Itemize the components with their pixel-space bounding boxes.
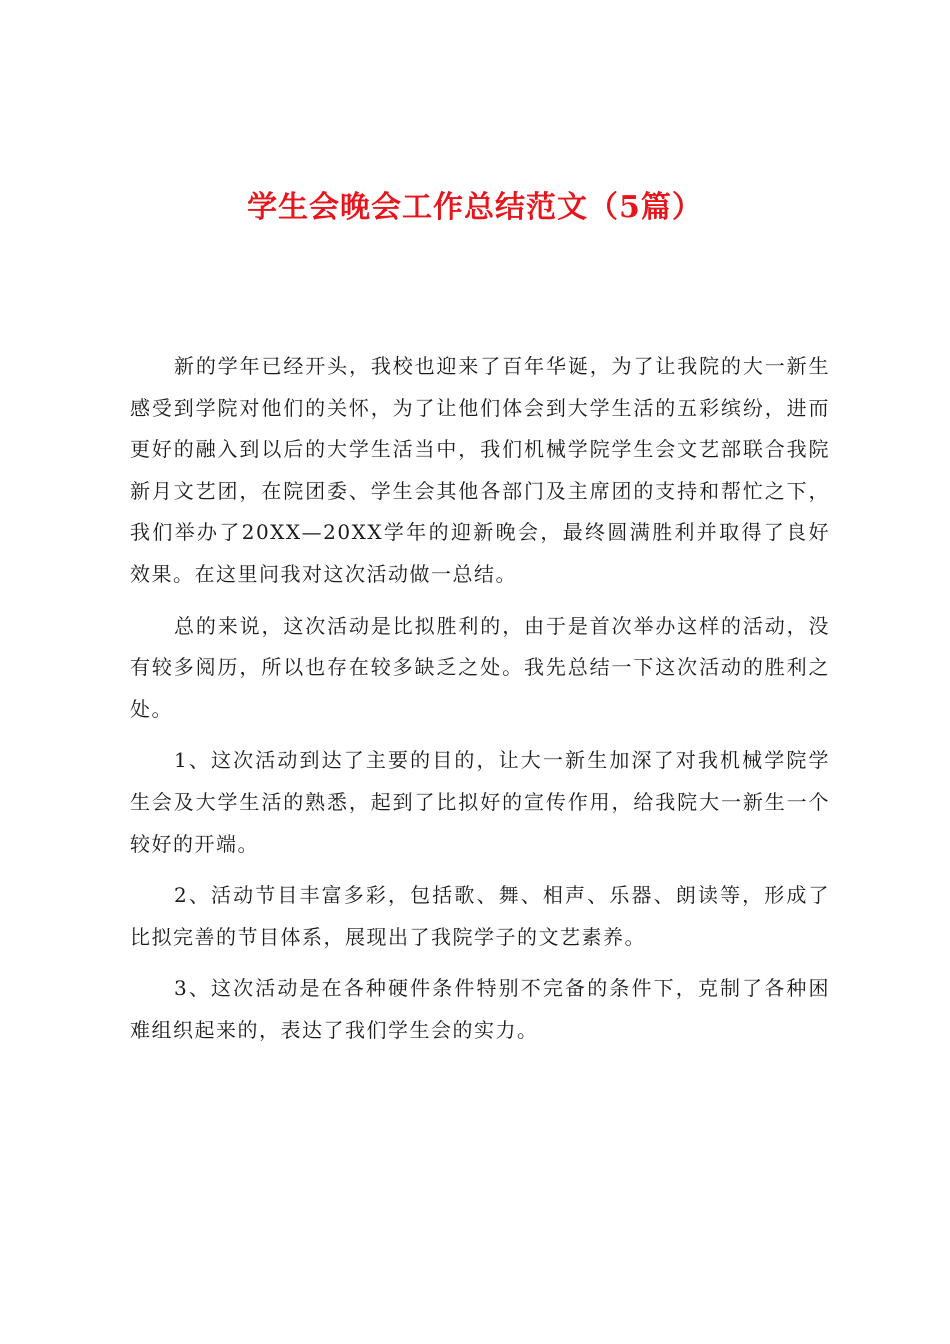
paragraph-summary: 总的来说，这次活动是比拟胜利的，由于是首次举办这样的活动，没有较多阅历，所以也存在较多缺乏之处。我先总结一下这次活动的胜利之处。 (130, 613, 830, 721)
paragraph-intro: 新的学年已经开头，我校也迎来了百年华诞，为了让我院的大一新生感受到学院对他们的关怀，为了让他们体会到大学生活的五彩缤纷，进而更好的融入到以后的大学生活当中，我们机械学院学生会文艺部联合我院新月文艺团，在院团委、学生会其他各部门及主席团的支持和帮忙之下，我们举办了20XX—20XX学年的迎新晚会，最终圆满胜利并取得了良好效果。在这里问我对这次活动做一总结。 (130, 354, 830, 586)
paragraph-point-3: 3、这次活动是在各种硬件条件特别不完备的条件下，克制了各种困难组织起来的，表达了我们学生会的实力。 (130, 976, 830, 1042)
paragraph-point-2: 2、活动节目丰富多彩，包括歌、舞、相声、乐器、朗读等，形成了比拟完善的节目体系，展现出了我院学子的文艺素养。 (130, 883, 830, 949)
document-title: 学生会晚会工作总结范文（5篇） (247, 190, 703, 225)
paragraph-point-1: 1、这次活动到达了主要的目的，让大一新生加深了对我机械学院学生会及大学生活的熟悉，起到了比拟好的宣传作用，给我院大一新生一个较好的开端。 (130, 748, 830, 856)
document-body (130, 346, 830, 1062)
